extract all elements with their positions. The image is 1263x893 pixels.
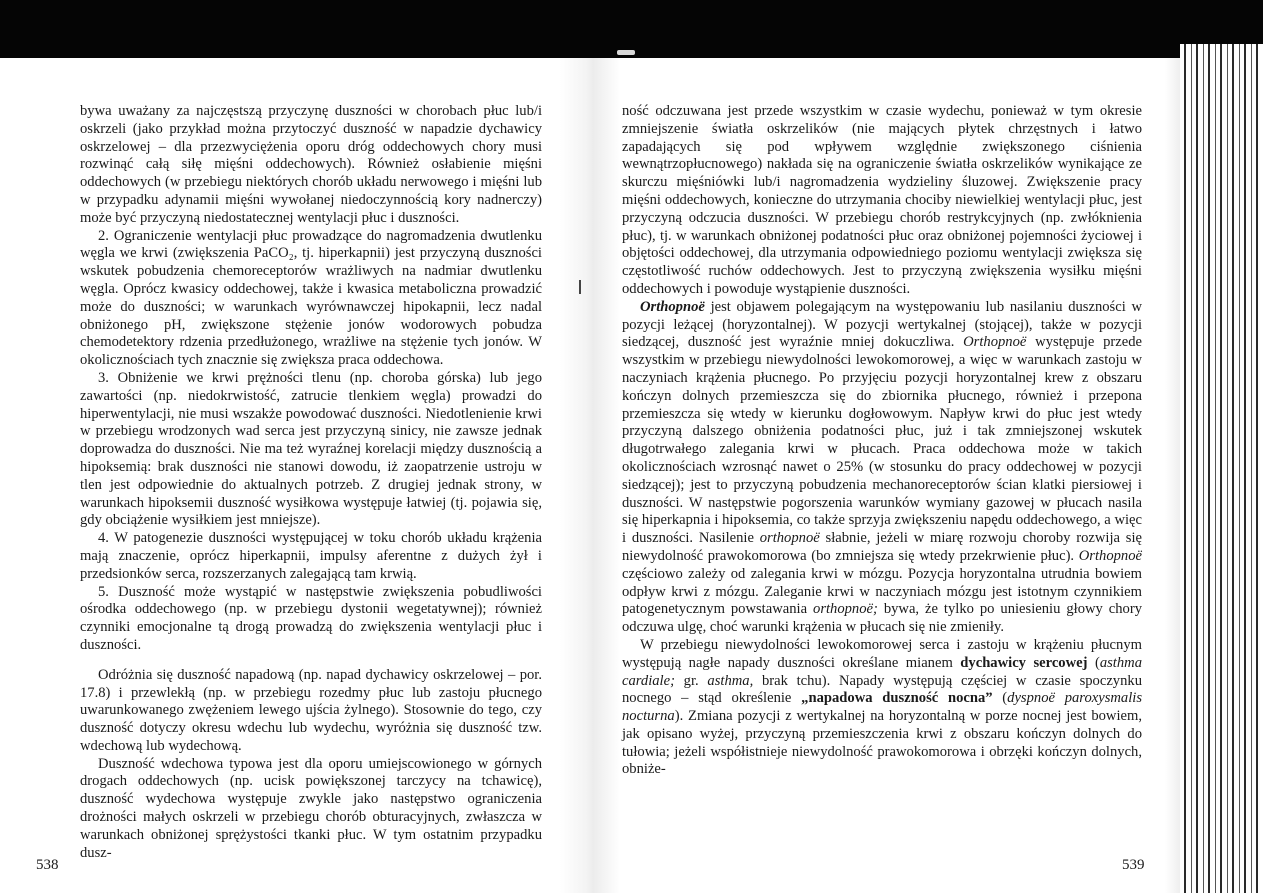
book-gutter	[560, 58, 620, 893]
right-paragraph-asthma	[622, 637, 1142, 779]
right-paragraph-orthopnoe	[622, 299, 1142, 637]
term-italic: asthma,	[707, 672, 754, 689]
term-dychawica-sercowa: dychawicy sercowej	[960, 654, 1088, 671]
binding-clip-mark	[617, 50, 635, 55]
book-page-edges	[1180, 44, 1263, 893]
right-page-text	[622, 103, 1142, 779]
text-run: (	[992, 690, 1008, 707]
left-paragraph-3: 3. Obniżenie we krwi prężności tlenu (np. choroba górska) lub jego zawartości (np. niedokrwistość, zatrucie tlenkiem węgla) prowadzi do hiperwentylacji, nie musi wszakże powodować duszności. Niedotlenienie krwi w przebiegu wrodzonych wad serca jest przyczyną sinicy, nie zawsze jednak doprowadza do duszności. Nie ma też wyraźnej korelacji między dusznością a hipoksemią: brak duszności nie stanowi dowodu, iż zaopatrzenie ustroju w tlen jest odpowiednie do aktualnych potrzeb. Z drugiej jednak strony, w warunkach hipoksemii duszność wysiłkowa występuje łatwiej (tj. pojawia się, gdy obciążenie wysiłkiem jest mniejsze).	[80, 369, 542, 529]
left-page-text	[80, 103, 542, 862]
left-page-number: 538	[36, 857, 59, 873]
term-italic: dyspnoë paroxysmalis nocturna	[622, 690, 1142, 725]
text-run: słabnie, jeżeli w miarę rozwoju choroby rozwija się niewydolność prawokomorowa (bo zmniejsza się wtedy przekrwienie płuc).	[622, 530, 1142, 564]
term-italic: asthma cardiale;	[622, 654, 1142, 689]
term-italic: Orthopnoë	[963, 334, 1027, 351]
left-paragraph-5: 5. Duszność może wystąpić w następstwie zwiększenia pobudliwości ośrodka oddechowego (np. w przebiegu dystonii wegetatywnej); również czynniki emocjonalne tą drogą prowadzą do zwiększenia wentylacji płuc i duszności.	[80, 583, 542, 653]
left-paragraph-7: Duszność wdechowa typowa jest dla oporu umiejscowionego w górnych drogach oddechowych (np. ucisk powiększonej tarczycy na tchawicę), duszność wydechowa występuje zwykle jako następstwo ograniczenia drożności małych oskrzeli w przebiegu chorób obturacyjnych, zwłaszcza w warunkach obniżonej sprężystości tkanki płuc. W tym ostatnim przypadku dusz-	[80, 755, 542, 861]
text-run: częściowo zależy od zalegania krwi w mózgu. Pozycja horyzontalna utrudnia bowiem odpływ krwi z mózgu. Zaleganie krwi w naczyniach mózgu jest istotnym czynnikiem patogenetycznym powstawania	[622, 565, 1142, 618]
term-italic: orthopnoë;	[813, 601, 878, 618]
left-paragraph-2: 2. Ograniczenie wentylacji płuc prowadzące do nagromadzenia dwutlenku węgla we krwi (zwiększenia PaCO₂, tj. hiperkapnii) jest przyczyną duszności wskutek pobudzenia chemoreceptorów wrażliwych na nadmiar dwutlenku węgla. Oprócz kwasicy oddechowej, także i kwasica metaboliczna prowadzić może do duszności; w warunkach wyrównawczej hipokapnii, lecz nadal obniżonego pH, zwiększone stężenie jonów wodorowych pobudza chemodetektory rdzenia przedłużonego, wrażliwe na stężenie tych jonów. W okolicznościach tych znacznie się zwiększa praca oddechowa.	[80, 227, 542, 369]
term-italic: orthopnoë	[759, 530, 820, 547]
right-page-number: 539	[1122, 857, 1145, 873]
left-paragraph-4: 4. W patogenezie duszności występującej w toku chorób układu krążenia mają znaczenie, oprócz hiperkapnii, impulsy aferentne z dużych żył i przedsionków serca, rozszerzanych zalegającą tam krwią.	[80, 530, 542, 582]
scan-top-border	[0, 0, 1263, 58]
text-run: gr.	[674, 672, 708, 689]
term-orthopnoe: Orthopnoë	[640, 298, 705, 315]
text-run: brak tchu). Napady występują częściej w czasie spoczynku nocnego – stąd określenie	[622, 672, 1142, 707]
left-paragraph-1: bywa uważany za najczęstszą przyczynę duszności w chorobach płuc lub/i oskrzeli (jako przykład można przytoczyć duszność w napadzie dychawicy oskrzelowej – dla przezwyciężenia oporu dróg oddechowych chory musi rozwinąć całą siłę mięśni oddechowych). Również osłabienie mięśni oddechowych (w przebiegu niektórych chorób układu nerwowego i mięśni lub w przypadku adynamii mięśni wywołanej niedoczynnością kory nadnerczy) może być przyczyną niedostatecznej wentylacji płuc i duszności.	[80, 103, 542, 226]
text-run: występuje przede wszystkim w przebiegu niewydolności lewokomorowej, a więc w warunkach zastoju w naczyniach krążenia płucnego. Po przyjęciu pozycji horyzontalnej krew z obszaru kończyn dolnych przemieszcza się do zbiornika płucnego, również i przepona przemieszcza się wtedy w kierunku dogłowowym. Napływ krwi do płuc jest wtedy przyczyną dalszego obniżenia podatności płuc, już i tak zmniejszonej wskutek długotrwałego zalegania krwi w płucach. Praca oddechowa może w takich okolicznościach wzrosnąć nawet o 25% (w stosunku do pracy oddechowej w pozycji siedzącej); jest to przyczyną pobudzenia mechanoreceptorów ścian klatki piersiowej i duszności. W następstwie pogorszenia warunków wymiany gazowej w płucach nasila się hiperkapnia i hipoksemia, co także sprzyja zwiększeniu napędu oddechowego, a więc i duszności. Nasilenie	[622, 334, 1142, 547]
gutter-speck	[579, 280, 581, 294]
text-run: jest objawem polegającym na występowaniu lub nasilaniu duszności w pozycji leżącej (horyzontalnej). W pozycji wertykalnej (stojącej), także w pozycji siedzącej, duszność jest wyraźnie mniej dokuczliwa.	[622, 298, 1142, 351]
text-run: W przebiegu niewydolności lewokomorowej serca i zastoju w krążeniu płucnym występują nagłe napady duszności określane mianem	[622, 636, 1142, 671]
left-paragraph-6: Odróżnia się duszność napadową (np. napad dychawicy oskrzelowej – por. 17.8) i przewlekłą (np. w przebiegu rozedmy płuc lub zastoju płucnego uwarunkowanego zwężeniem lewego ujścia żylnego). Stosownie do tego, czy duszność dotyczy okresu wdechu lub wydechu, wyróżnia się duszność tzw. wdechową lub wydechową.	[80, 666, 542, 754]
text-run: (	[1087, 654, 1100, 671]
right-paragraph-1: ność odczuwana jest przede wszystkim w czasie wydechu, ponieważ w tym okresie zmniejszenie światła oskrzelików (nie mających płytek chrzęstnych i łatwo zapadających się pod wpływem względnie zwiększonego ciśnienia wewnątrzopłucnowego) nakłada się na ograniczenie światła oskrzelików wynikające ze skurczu mięśniówki lub/i nagromadzenia wydzieliny śluzowej. Zwiększenie pracy mięśni oddechowych, konieczne do utrzymania chociby niewielkiej wentylacji płuc, jest przyczyną odczucia duszności. W przebiegu chorób restrykcyjnych (np. zwłóknienia płuc), tj. w warunkach obniżonej podatności płuc oraz obniżonej pojemności życiowej i objętości oddechowej, dla utrzymania odpowiedniego poziomu wentylacji zwiększa się częstotliwość ruchów oddechowych. Jest to przyczyną zwiększenia wysiłku mięśni oddechowych i powoduje wystąpienie duszności.	[622, 103, 1142, 297]
term-napadowa-dusznosc: „napadowa duszność nocna”	[801, 690, 993, 707]
text-run: bywa, że tylko po uniesieniu głowy chory odczuwa ulgę, choć warunki krążenia w płucach się nie zmieniły.	[622, 601, 1142, 636]
term-italic: Orthopnoë	[1078, 547, 1142, 564]
text-run: ). Zmiana pozycji z wertykalnej na horyzontalną w porze nocnej jest bowiem, jak opisano wyżej, przyczyną przemieszczenia krwi z obszaru kończyn dolnych do tułowia; jeżeli współistnieje niewydolność prawokomorowa i obrzęki kończyn dolnych, obniże-	[622, 708, 1142, 778]
